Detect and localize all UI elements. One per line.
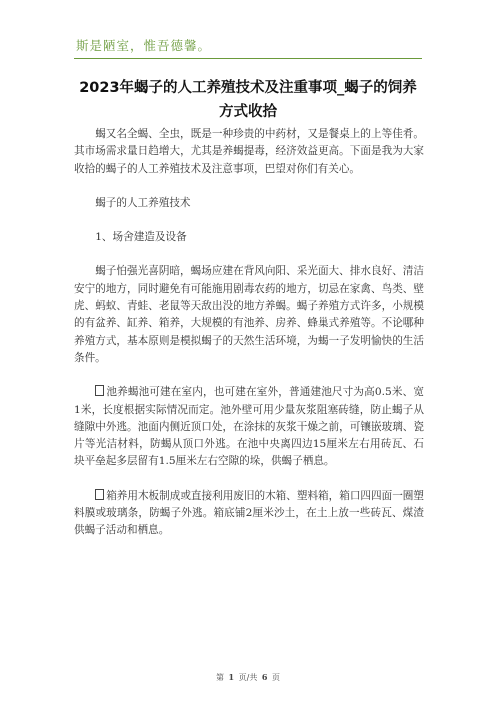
header-motto: 斯是陋室，惟吾德馨。	[76, 38, 212, 53]
footer-suffix: 页	[272, 673, 281, 682]
subsection-heading: 1、场舍建造及设备	[95, 231, 187, 244]
bullet-box-icon	[95, 385, 104, 396]
document-title: 2023年蝎子的人工养殖技术及注重事项_蝎子的饲养方式收拾	[79, 80, 417, 120]
bullet-box-icon	[95, 489, 104, 500]
box-paragraph	[74, 488, 424, 540]
document-body	[74, 126, 424, 557]
current-page-number: 1	[228, 672, 235, 682]
footer-middle: 页/共	[238, 673, 258, 682]
total-pages-number: 6	[261, 672, 268, 682]
box-paragraph-text: 箱养用木板制成或直接利用废旧的木箱、塑料箱，箱口四四面一圈塑料膜或玻璃条，防蝎子外逃。箱底铺2厘米沙土，在土上放一些砖瓦、煤渣供蝎子活动和栖息。	[74, 489, 424, 537]
header-divider	[74, 58, 422, 59]
pool-paragraph-text: 池养蝎池可建在室内，也可建在室外，普通建池尺寸为高0.5米、宽1米，长度根据实际情况而定。池外壁可用少量灰浆阻塞砖缝，防止蝎子从缝隙中外逃。池面内侧近顶口处，在涂抹的灰浆干燥之前，可镶嵌玻璃、瓷片等光洁材料，防蝎从顶口外逃。在池中央离四边15厘米左右用砖瓦、石块平垒起多层留有1.5厘米左右空隙的垛，供蝎子栖息。	[74, 386, 424, 468]
site-paragraph: 蝎子怕强光喜阴暗，蝎场应建在背风向阳、采光面大、排水良好、清洁安宁的地方，同时避免有可能施用剧毒农药的地方，切忌在家禽、鸟类、壁虎、蚂蚁、青蛙、老鼠等天敌出没的地方养蝎。蝎子养殖方式许多，小规模的有盆养、缸养、箱养，大规模的有池养、房养、蜂巢式养殖等。不论哪种养殖方式，基本原则是模拟蝎子的天然生活环境，为蝎一子发明愉快的生活条件。	[74, 265, 424, 364]
intro-paragraph: 蝎又名全蝎、全虫，既是一种珍贵的中药材，又是餐桌上的上等佳肴。其市场需求量日趋增大，尤其是养蝎提毒，经济效益更高。下面是我为大家收拾的蝎子的人工养殖技术及注意事项，巴望对你们有关心。	[74, 128, 424, 175]
page-footer	[0, 672, 496, 683]
footer-prefix: 第	[215, 673, 224, 682]
section-heading: 蝎子的人工养殖技术	[95, 196, 191, 209]
pool-paragraph	[74, 384, 424, 470]
